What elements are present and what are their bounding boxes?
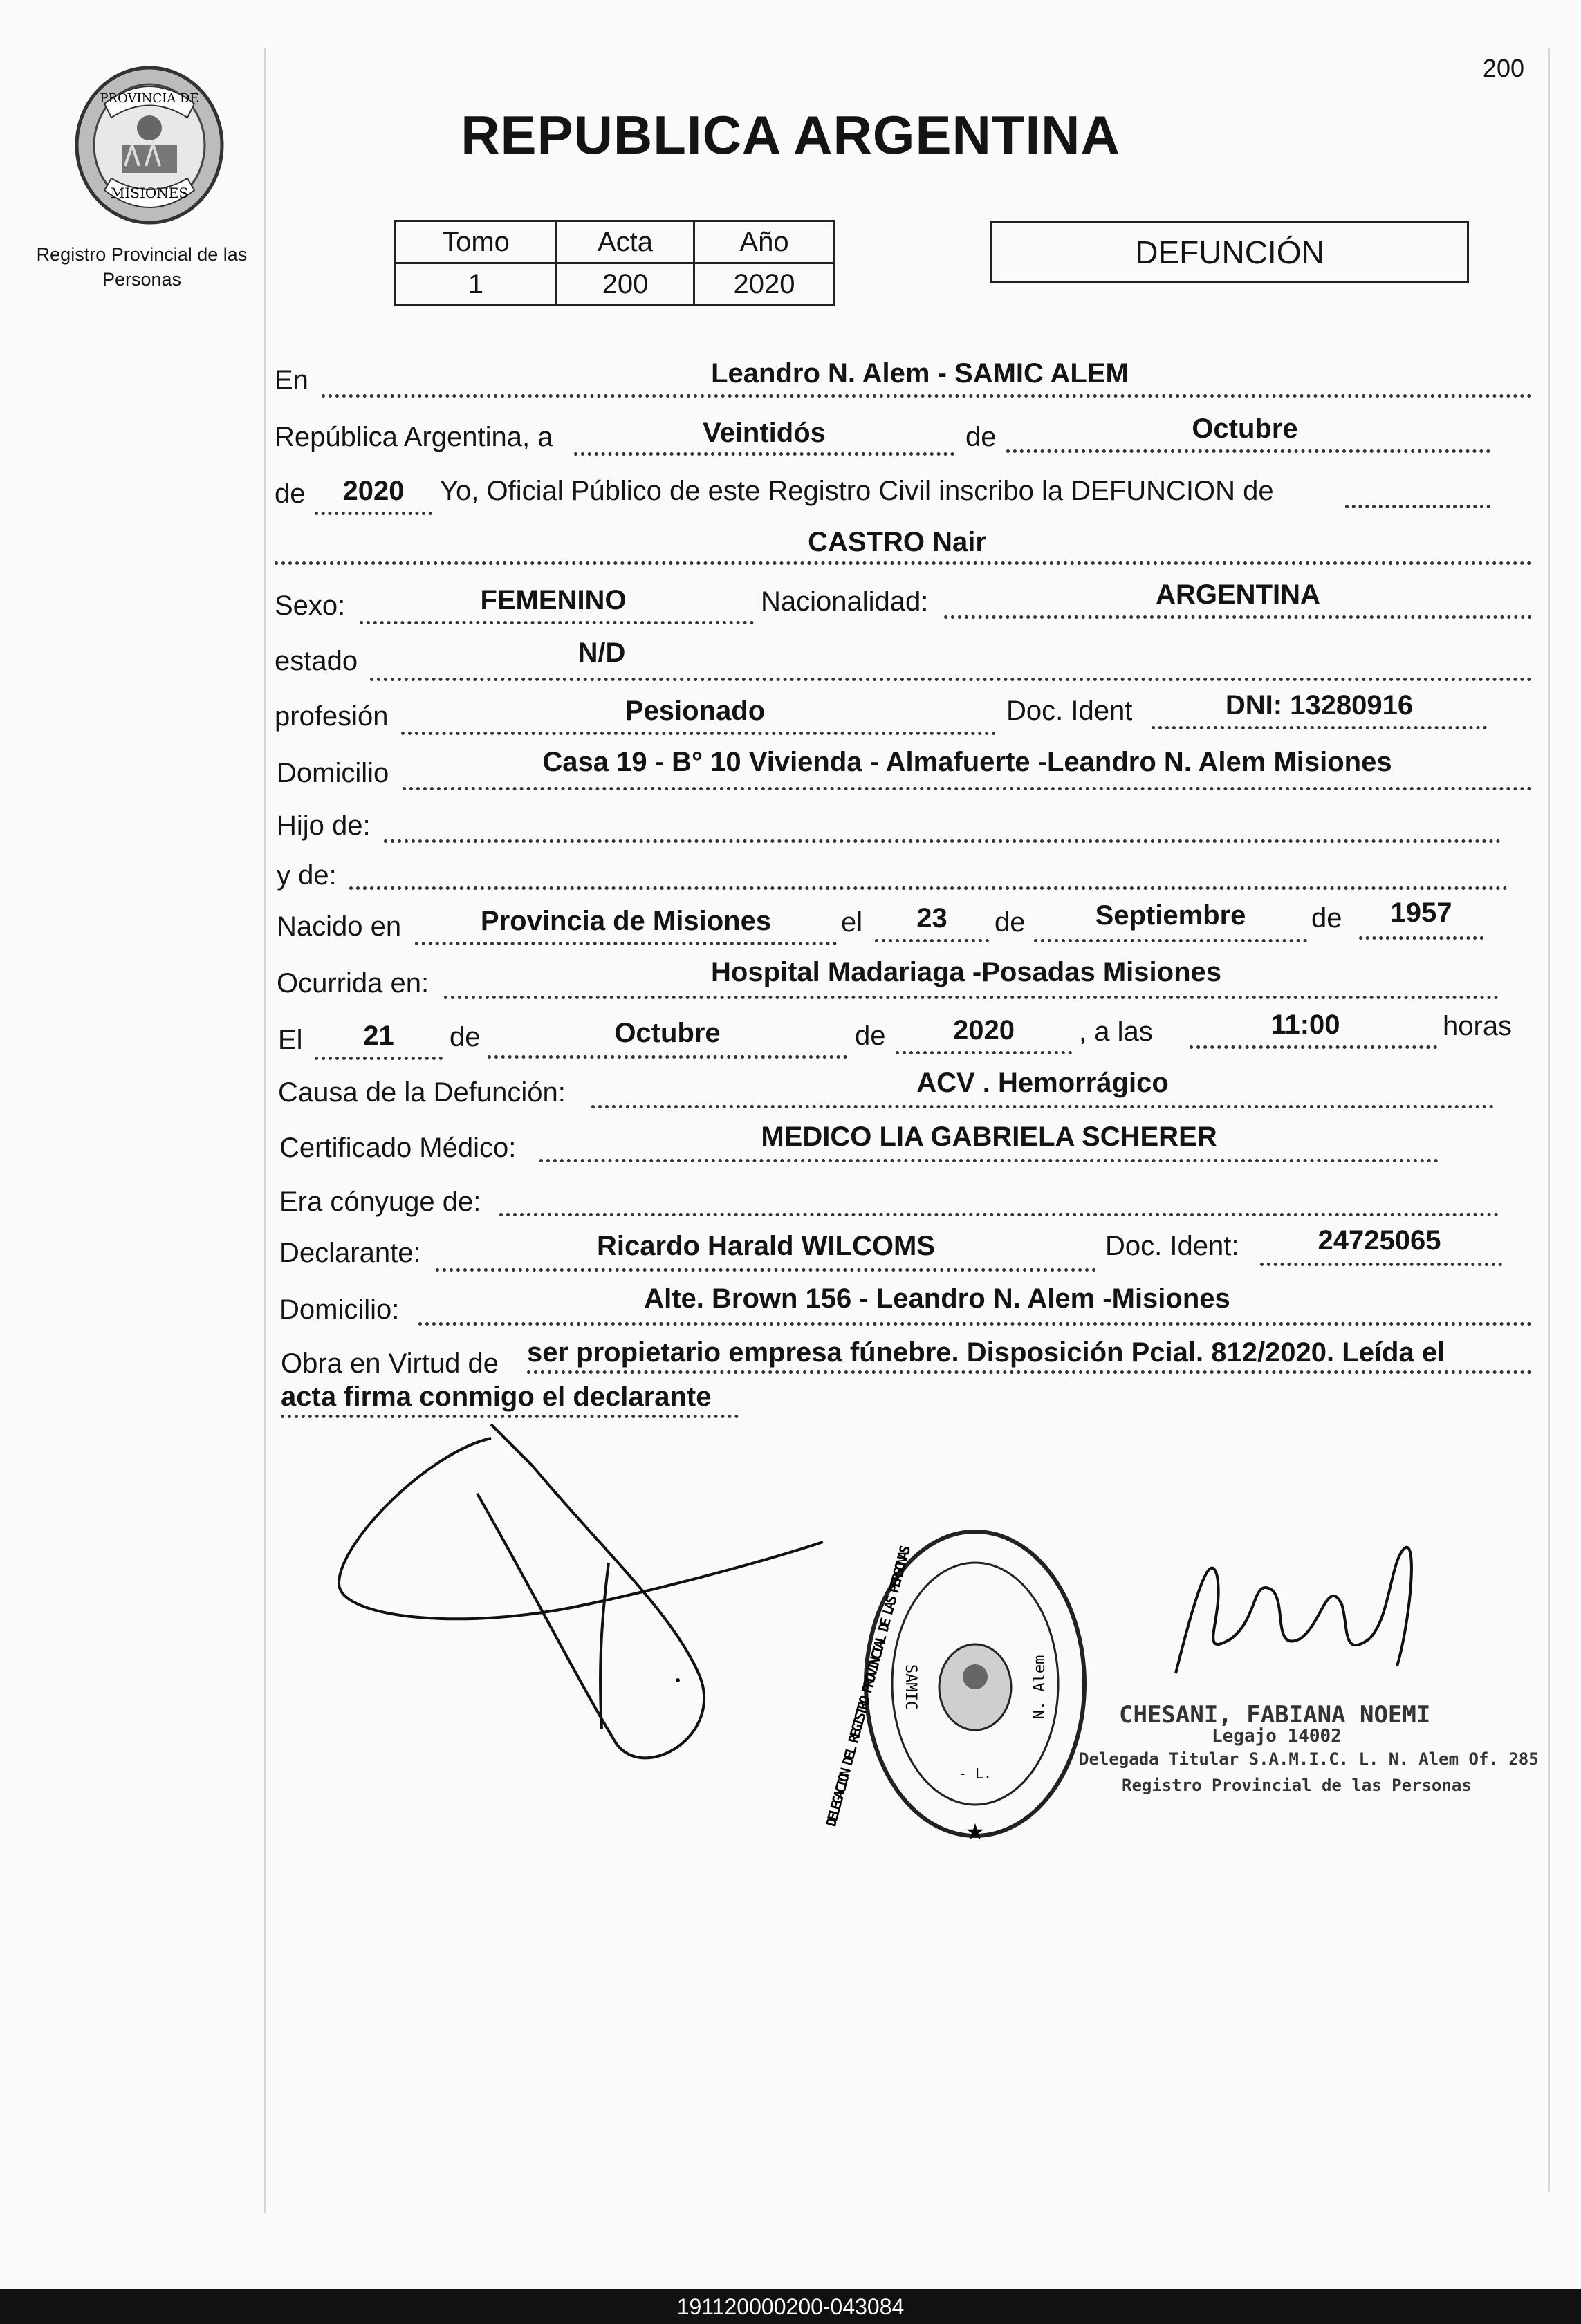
- oficial-text: Yo, Oficial Público de este Registro Civil inscribo la DEFUNCION de: [440, 476, 1274, 506]
- declarante-label: Declarante:: [279, 1238, 421, 1268]
- estado-label: estado: [275, 646, 358, 676]
- hijo-line: [384, 839, 1501, 843]
- month-line: [1006, 449, 1490, 453]
- yde-line: [349, 886, 1508, 890]
- el-label: el: [841, 907, 863, 938]
- ocurrida-line: [444, 996, 1499, 999]
- de-label-1: de: [965, 422, 997, 452]
- stamp-outer-text: DELEGACION DEL REGISTRO PROVINCIAL DE LAS PERSONAS: [822, 1543, 914, 1829]
- certificado-label: Certificado Médico:: [279, 1133, 517, 1163]
- sexo-value: FEMENINO: [480, 585, 627, 615]
- birth-month: Septiembre: [1095, 900, 1246, 931]
- ocurrida-value: Hospital Madariaga -Posadas Misiones: [711, 957, 1221, 987]
- nacionalidad-value: ARGENTINA: [1156, 579, 1320, 610]
- causa-line: [591, 1105, 1494, 1108]
- birth-month-line: [1034, 939, 1307, 942]
- nacionalidad-line: [944, 615, 1532, 619]
- sexo-line: [360, 621, 754, 624]
- nacido-line: [415, 942, 837, 945]
- margin-line-left: [264, 48, 266, 2213]
- seal-text-top: PROVINCIA DE: [100, 91, 199, 106]
- month-value: Octubre: [1192, 413, 1298, 444]
- name-line: [275, 561, 1532, 565]
- header-acta: Acta: [557, 221, 694, 263]
- delegacion-stamp-icon: [822, 1521, 1093, 1846]
- birth-day-line: [875, 939, 989, 942]
- hijo-label: Hijo de:: [277, 810, 371, 841]
- conyuge-line: [499, 1213, 1499, 1216]
- profesion-value: Pesionado: [625, 696, 766, 726]
- estado-value: N/D: [577, 638, 626, 668]
- nacido-value: Provincia de Misiones: [480, 906, 772, 936]
- stamp-inner-right: N. Alem: [1031, 1655, 1048, 1720]
- death-time-line: [1190, 1045, 1437, 1049]
- birth-year: 1957: [1390, 898, 1452, 928]
- causa-label: Causa de la Defunción:: [278, 1077, 566, 1108]
- death-month: Octubre: [614, 1018, 721, 1048]
- day-line: [574, 452, 954, 456]
- obra-value-2: acta firma conmigo el declarante: [281, 1382, 712, 1412]
- day-value: Veintidós: [703, 418, 826, 448]
- causa-value: ACV . Hemorrágico: [916, 1068, 1169, 1098]
- profesion-line: [401, 732, 996, 735]
- doc-ident-label: Doc. Ident: [1006, 696, 1133, 726]
- horas-label: horas: [1443, 1011, 1513, 1041]
- obra-line-1: [527, 1370, 1532, 1374]
- nacido-label: Nacido en: [277, 911, 402, 942]
- officer-office: Registro Provincial de las Personas: [1122, 1776, 1472, 1795]
- page-title: REPUBLICA ARGENTINA: [461, 104, 1120, 165]
- declarant-signature: [325, 1411, 823, 1798]
- tomo-acta-table: [394, 220, 835, 306]
- de-label-6: de: [855, 1021, 886, 1051]
- de-label-4: de: [1311, 903, 1342, 933]
- ocurrida-label: Ocurrida en:: [277, 968, 429, 998]
- declarante-doc-line: [1260, 1263, 1502, 1266]
- declarante-doc-label: Doc. Ident:: [1105, 1231, 1239, 1261]
- en-line: [322, 394, 1532, 398]
- svg-text:★: ★: [965, 1819, 986, 1844]
- declarante-line: [436, 1268, 1096, 1272]
- value-acta: 200: [557, 263, 694, 306]
- value-tomo: 1: [396, 263, 557, 306]
- a-las-label: , a las: [1079, 1016, 1153, 1047]
- domicilio-line: [403, 787, 1532, 790]
- doc-ident-value: DNI: 13280916: [1225, 690, 1414, 721]
- domicilio2-line: [418, 1322, 1532, 1326]
- death-day-line: [315, 1057, 443, 1060]
- act-type-box: DEFUNCIÓN: [990, 221, 1469, 283]
- obra-label: Obra en Virtud de: [281, 1348, 499, 1379]
- birth-year-line: [1359, 936, 1483, 940]
- oficial-line: [1345, 505, 1490, 508]
- certificado-line: [539, 1159, 1439, 1162]
- officer-title: Delegada Titular S.A.M.I.C. L. N. Alem Of. 285: [1079, 1749, 1539, 1769]
- republica-label: República Argentina, a: [275, 422, 553, 452]
- registro-provincial: Registro Provincial de las Personas: [36, 244, 248, 290]
- de-label-2: de: [275, 478, 306, 509]
- obra-value-1: ser propietario empresa fúnebre. Disposición Pcial. 812/2020. Leída el: [527, 1337, 1445, 1368]
- officer-name: CHESANI, FABIANA NOEMI: [1119, 1701, 1431, 1729]
- certificado-value: MEDICO LIA GABRIELA SCHERER: [761, 1122, 1217, 1152]
- death-day: 21: [363, 1021, 394, 1051]
- en-value: Leandro N. Alem - SAMIC ALEM: [711, 358, 1129, 389]
- year-value: 2020: [342, 476, 405, 506]
- profesion-label: profesión: [275, 701, 389, 732]
- conyuge-label: Era cónyuge de:: [279, 1187, 481, 1217]
- header-anio: Año: [694, 221, 835, 263]
- stamp-inner-bottom: - L.: [958, 1765, 992, 1782]
- el-upper-label: El: [278, 1025, 303, 1055]
- yde-label: y de:: [277, 860, 337, 891]
- officer-signature: [1169, 1535, 1432, 1701]
- domicilio-value: Casa 19 - B° 10 Vivienda - Almafuerte -Leandro N. Alem Misiones: [542, 747, 1392, 777]
- domicilio2-value: Alte. Brown 156 - Leandro N. Alem -Misiones: [644, 1283, 1230, 1314]
- value-anio: 2020: [694, 263, 835, 306]
- sexo-label: Sexo:: [275, 591, 346, 621]
- document-id-footer: 191120000200-043084: [0, 2289, 1581, 2324]
- death-month-line: [488, 1055, 847, 1059]
- en-label: En: [275, 365, 308, 396]
- year-line: [315, 512, 432, 515]
- seal-text-bottom: MISIONES: [110, 185, 189, 201]
- de-label-5: de: [450, 1022, 481, 1052]
- de-label-3: de: [995, 907, 1026, 938]
- doc-ident-line: [1152, 726, 1487, 729]
- estado-line: [370, 678, 1532, 681]
- death-time: 11:00: [1270, 1010, 1340, 1040]
- page-number: 200: [1482, 54, 1524, 82]
- header-tomo: Tomo: [396, 221, 557, 263]
- declarante-doc: 24725065: [1318, 1225, 1441, 1256]
- officer-legajo: Legajo 14002: [1212, 1726, 1342, 1747]
- nacionalidad-label: Nacionalidad:: [761, 586, 929, 617]
- domicilio2-label: Domicilio:: [279, 1294, 400, 1325]
- death-year: 2020: [953, 1015, 1015, 1045]
- death-year-line: [896, 1051, 1072, 1054]
- declarante-value: Ricardo Harald WILCOMS: [597, 1231, 935, 1261]
- birth-day: 23: [916, 903, 947, 933]
- domicilio-label: Domicilio: [277, 758, 389, 788]
- margin-line-right: [1548, 48, 1550, 2192]
- deceased-name: CASTRO Nair: [808, 527, 986, 557]
- stamp-inner-left: SAMIC: [902, 1664, 919, 1711]
